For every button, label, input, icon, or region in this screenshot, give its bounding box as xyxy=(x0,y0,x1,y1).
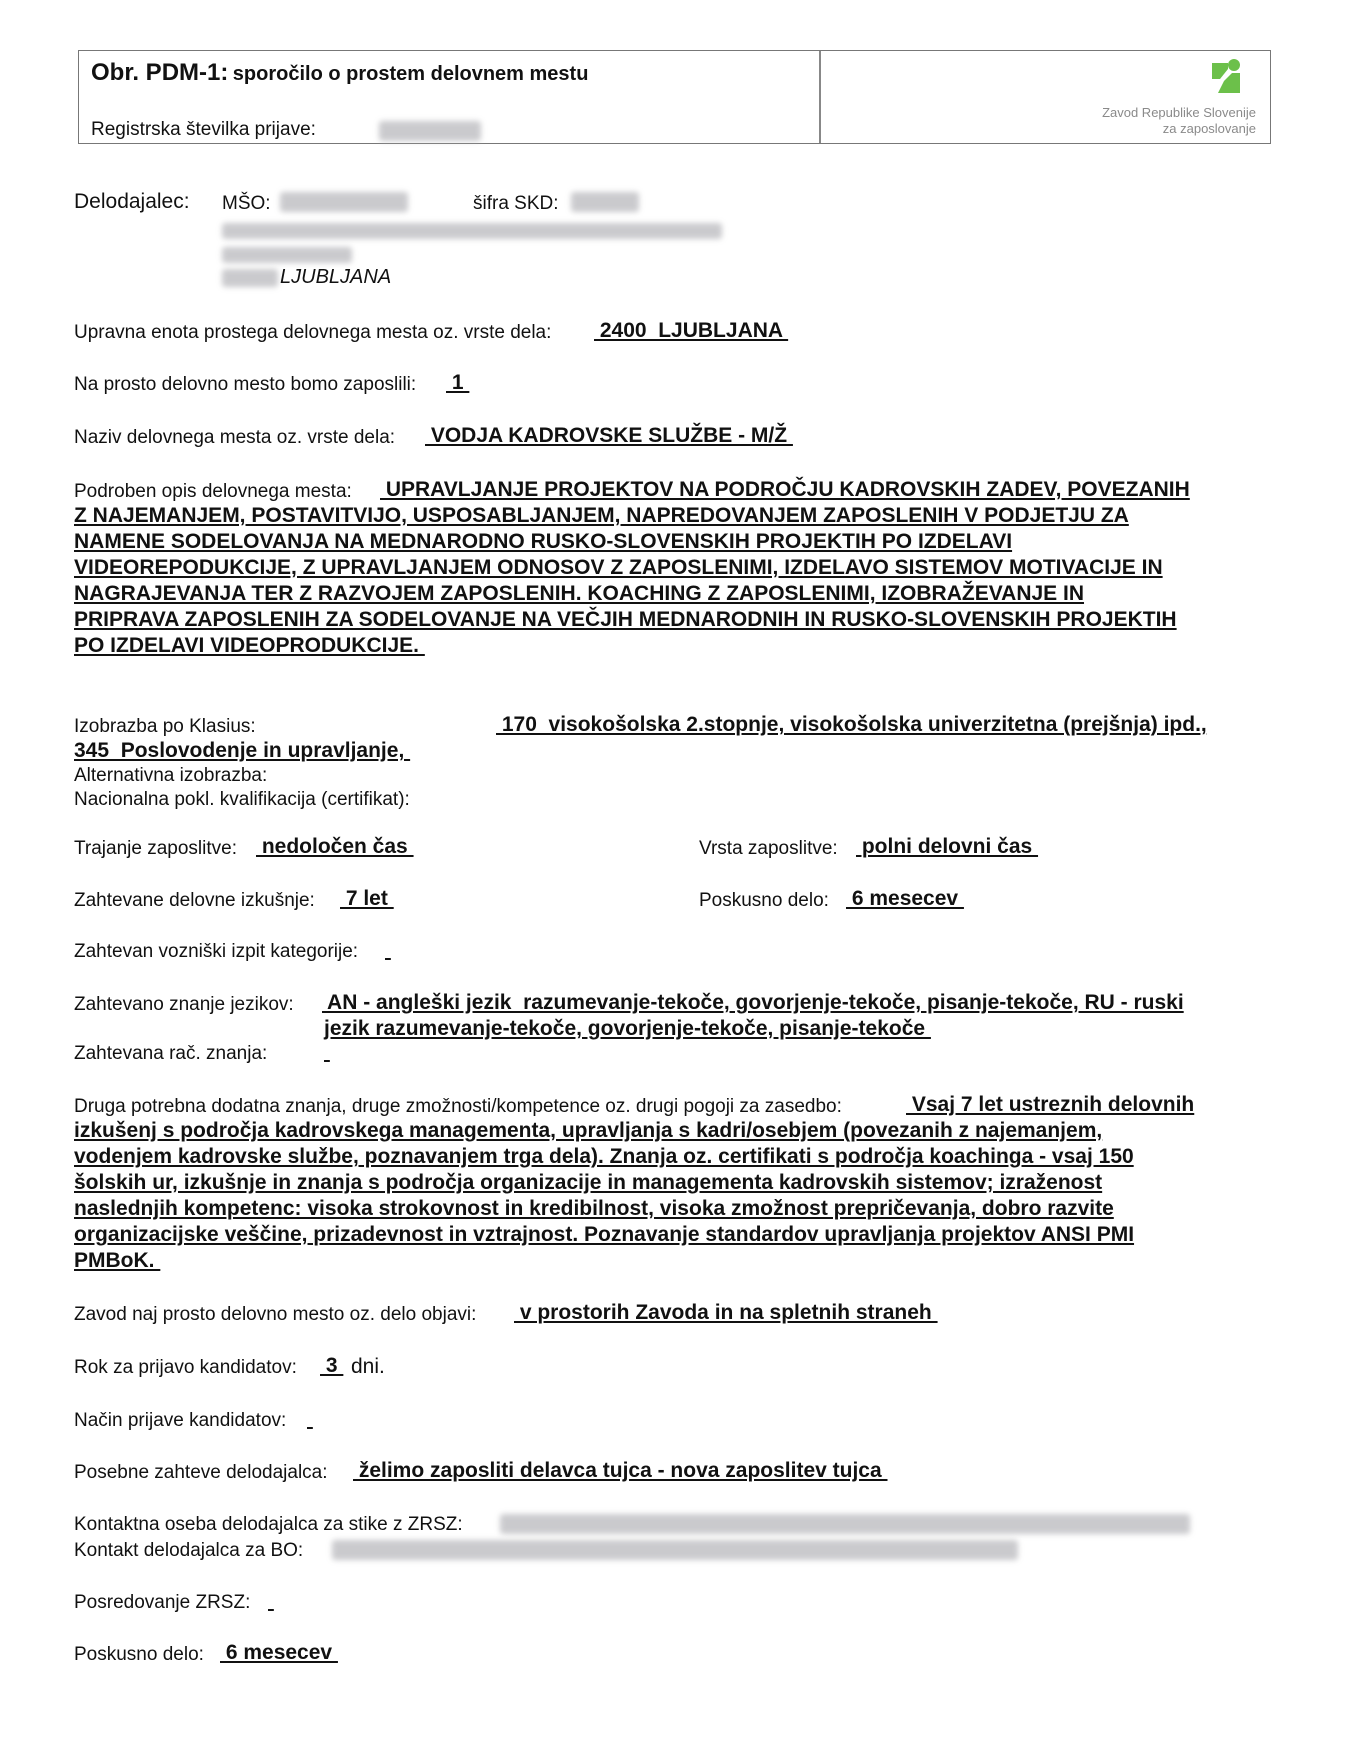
admin-unit-label: Upravna enota prostega delovnega mesta oz. vrste dela: xyxy=(74,322,552,343)
description-line-2: Z NAJEMANJEM, POSTAVITVIJO, USPOSABLJANJEM, NAPREDOVANJEM ZAPOSLENIH V PODJETJU ZA xyxy=(74,504,1129,527)
apply-method-label: Način prijave kandidatov: xyxy=(74,1410,287,1431)
contact-zrsz-label: Kontaktna oseba delodajalca za stike z ZRSZ: xyxy=(74,1514,463,1535)
job-title-value: VODJA KADROVSKE SLUŽBE - M/Ž xyxy=(425,424,793,447)
other-line-3: vodenjem kadrovske službe, poznavanjem trga dela). Znanja oz. certifikati s področja koachinga - vsaj 150 xyxy=(74,1145,1134,1168)
education-value-1: 170 visokošolska 2.stopnje, visokošolska univerzitetna (prejšnja) ipd., xyxy=(496,713,1207,736)
other-line-4: šolskih ur, izkušnje in znanja s področja organizacije in managementa kadrovskih sistemov; izraženost xyxy=(74,1171,1103,1194)
computer-value xyxy=(324,1040,330,1064)
redacted-skd xyxy=(571,192,639,212)
probation-top-value: 6 mesecev xyxy=(846,887,964,910)
positions-label: Na prosto delovno mesto bomo zaposlili: xyxy=(74,374,417,395)
redacted-employer-name xyxy=(222,223,722,239)
job-title-label: Naziv delovnega mesta oz. vrste dela: xyxy=(74,427,396,448)
redacted-postal-code xyxy=(222,269,278,287)
form-title xyxy=(91,59,588,87)
education-label: Izobrazba po Klasius: xyxy=(74,716,256,737)
employer-city: LJUBLJANA xyxy=(280,266,392,288)
description-line-1: UPRAVLJANJE PROJEKTOV NA PODROČJU KADROVSKIH ZADEV, POVEZANIH xyxy=(380,478,1190,501)
apply-method-value xyxy=(307,1407,313,1431)
form-name: sporočilo o prostem delovnem mestu xyxy=(232,63,589,85)
registration-number xyxy=(91,119,316,141)
alt-education-label: Alternativna izobrazba: xyxy=(74,765,268,786)
description-line-4: VIDEOREPODUKCIJE, Z UPRAVLJANJEM ODNOSOV Z ZAPOSLENIMI, IZDELAVO SISTEMOV MOTIVACIJE IN xyxy=(74,556,1163,579)
publish-value: v prostorih Zavoda in na spletnih straneh xyxy=(514,1301,938,1324)
languages-label: Zahtevano znanje jezikov: xyxy=(74,994,294,1015)
logo-line-1: Zavod Republike Slovenije xyxy=(1102,105,1256,120)
description-line-7: PO IZDELAVI VIDEOPRODUKCIJE. xyxy=(74,634,425,657)
special-label: Posebne zahteve delodajalca: xyxy=(74,1462,328,1483)
employment-type-label: Vrsta zaposlitve: xyxy=(699,838,838,859)
description-line-3: NAMENE SODELOVANJA NA MEDNARODNO RUSKO-SLOVENSKIH PROJEKTIH PO IZDELAVI xyxy=(74,530,1013,553)
form-code: Obr. PDM-1: xyxy=(91,59,229,86)
computer-label: Zahtevana rač. znanja: xyxy=(74,1043,268,1064)
probation-bottom-label: Poskusno delo: xyxy=(74,1644,204,1665)
other-label: Druga potrebna dodatna znanja, druge zmožnosti/kompetence oz. drugi pogoji za zasedbo: xyxy=(74,1096,842,1117)
driving-label: Zahtevan vozniški izpit kategorije: xyxy=(74,941,359,962)
languages-line-1: AN - angleški jezik razumevanje-tekoče, govorjenje-tekoče, pisanje-tekoče, RU - ruski xyxy=(322,991,1184,1014)
positions-value: 1 xyxy=(446,371,470,394)
mediation-value xyxy=(268,1589,274,1613)
other-line-2: izkušenj s področja kadrovskega managementa, upravljanja s kadri/osebjem (povezanih z najemanjem, xyxy=(74,1119,1103,1142)
redacted-registration xyxy=(379,121,481,141)
contact-bo-label: Kontakt delodajalca za BO: xyxy=(74,1540,304,1561)
redacted-contact-zrsz xyxy=(500,1514,1190,1534)
other-line-7: PMBoK. xyxy=(74,1249,161,1272)
redacted-employer-address xyxy=(222,247,352,263)
driving-value xyxy=(385,938,391,962)
other-line-6: organizacijske veščine, prizadevnost in vztrajnost. Poznavanje standardov upravljanja projektov ANSI PMI xyxy=(74,1223,1135,1246)
languages-line-2: jezik razumevanje-tekoče, govorjenje-tekoče, pisanje-tekoče xyxy=(324,1017,931,1040)
duration-value: nedoločen čas xyxy=(256,835,414,858)
header-divider xyxy=(819,51,821,143)
special-value: želimo zaposliti delavca tujca - nova zaposlitev tujca xyxy=(353,1459,888,1482)
description-label: Podroben opis delovnega mesta: xyxy=(74,481,352,502)
description-line-6: PRIPRAVA ZAPOSLENIH ZA SODELOVANJE NA VEČJIH MEDNARODNIH IN RUSKO-SLOVENSKIH PROJEKTIH xyxy=(74,608,1177,631)
form-header xyxy=(78,50,1271,144)
admin-unit-value: 2400 LJUBLJANA xyxy=(594,319,789,342)
probation-top-label: Poskusno delo: xyxy=(699,890,829,911)
probation-bottom-value: 6 mesecev xyxy=(220,1641,338,1664)
logo-line-2: za zaposlovanje xyxy=(1162,121,1256,136)
registration-label: Registrska številka prijave: xyxy=(91,119,316,140)
employer-label: Delodajalec: xyxy=(74,190,190,213)
description-line-5: NAGRAJEVANJA TER Z RAZVOJEM ZAPOSLENIH. KOACHING Z ZAPOSLENIMI, IZOBRAŽEVANJE IN xyxy=(74,582,1085,605)
npk-label: Nacionalna pokl. kvalifikacija (certifikat): xyxy=(74,789,410,810)
redacted-mso xyxy=(280,192,408,212)
skd-label: šifra SKD: xyxy=(473,193,559,214)
zrsz-logo-icon xyxy=(1206,57,1246,97)
deadline-suffix: dni. xyxy=(351,1355,385,1378)
redacted-contact-bo xyxy=(332,1540,1018,1560)
mediation-label: Posredovanje ZRSZ: xyxy=(74,1592,251,1613)
zrsz-logo xyxy=(1081,57,1256,137)
publish-label: Zavod naj prosto delovno mesto oz. delo objavi: xyxy=(74,1304,477,1325)
deadline-value: 3 xyxy=(320,1354,344,1377)
education-value-2: 345 Poslovodenje in upravljanje, xyxy=(74,739,411,762)
other-line-1: Vsaj 7 let ustreznih delovnih xyxy=(906,1093,1195,1116)
mso-label: MŠO: xyxy=(222,193,271,214)
experience-value: 7 let xyxy=(340,887,394,910)
employment-type-value: polni delovni čas xyxy=(856,835,1039,858)
duration-label: Trajanje zaposlitve: xyxy=(74,838,237,859)
other-line-5: naslednjih kompetenc: visoka strokovnost in kredibilnost, visoka zmožnost prepričevanja, dobro razvite xyxy=(74,1197,1114,1220)
experience-label: Zahtevane delovne izkušnje: xyxy=(74,890,315,911)
deadline-label: Rok za prijavo kandidatov: xyxy=(74,1357,297,1378)
